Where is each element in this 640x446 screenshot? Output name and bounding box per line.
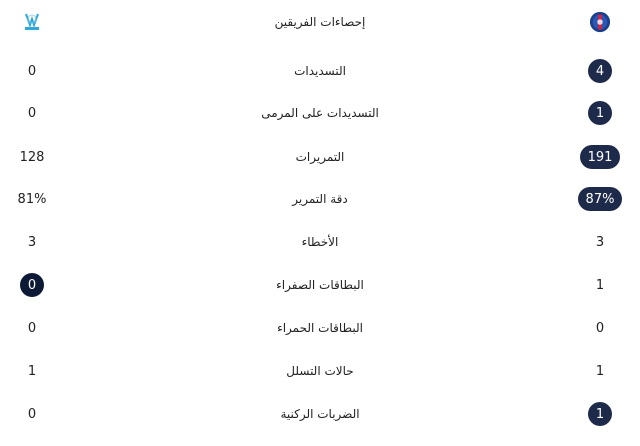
stat-label: حالات التسلل [286,364,354,378]
home-value-badge: 1 [588,101,612,125]
home-value: 1 [595,363,605,379]
away-value: 0 [27,105,37,121]
away-value: 81% [17,191,47,207]
stat-row-corners [0,402,640,426]
home-team-logo [565,10,635,34]
stat-row-passes [0,145,640,169]
stat-row-red-cards [0,316,640,340]
home-value: 3 [595,234,605,250]
stat-label: الأخطاء [301,235,339,249]
stat-row-shots [0,59,640,83]
stat-row-offsides [0,359,640,383]
stat-label: البطاقات الحمراء [277,321,363,335]
stat-row-pass-accuracy [0,187,640,211]
marseille-crest-icon [21,11,43,33]
home-value-badge: 87% [578,187,623,211]
stat-label: البطاقات الصفراء [276,278,364,292]
stat-label: التسديدات على المرمى [261,106,379,120]
away-team-logo [0,10,64,34]
psg-crest-icon [589,11,611,33]
home-value: 0 [595,320,605,336]
home-value-badge: 191 [580,145,621,169]
stat-row-fouls [0,230,640,254]
home-value-badge: 4 [588,59,612,83]
stat-label: دقة التمرير [292,192,348,206]
stats-header [0,10,640,34]
away-value: 1 [27,363,37,379]
stats-title: إحصاءات الفريقين [274,15,366,29]
home-value: 1 [595,277,605,293]
away-value: 0 [27,320,37,336]
stat-row-shots-on-target [0,101,640,125]
stat-label: الضربات الركنية [280,407,360,421]
away-value: 3 [27,234,37,250]
stat-row-yellow-cards [0,273,640,297]
stat-label: التمريرات [295,150,345,164]
away-value: 0 [27,63,37,79]
home-value-badge: 1 [588,402,612,426]
away-value: 0 [27,406,37,422]
away-value-badge: 0 [20,273,44,297]
stat-label: التسديدات [294,64,346,78]
away-value: 128 [19,149,45,165]
